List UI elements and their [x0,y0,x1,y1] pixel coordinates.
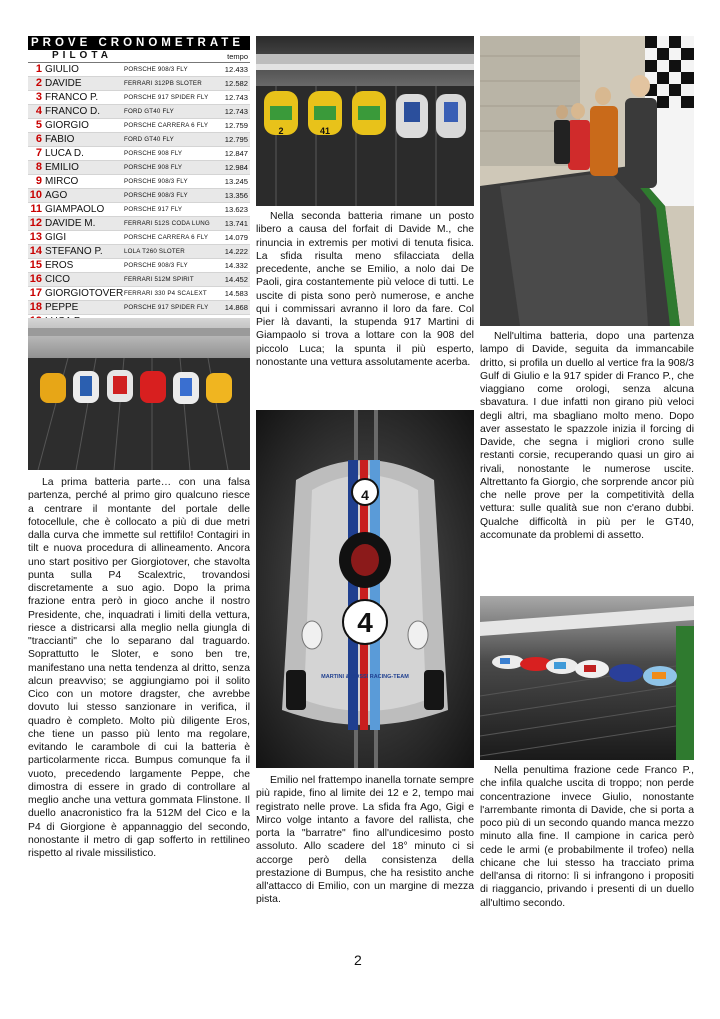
driver-cell: FABIO [45,134,75,145]
car-cell: PORSCHE 917 SPIDER FLY [124,304,209,311]
time-cell: 14.332 [224,261,248,270]
table-row [28,175,250,189]
driver-cell: AGO [45,190,68,201]
car-cell: PORSCHE 908/3 FLY [124,192,188,199]
position-cell: 3 [35,91,42,103]
position-cell: 13 [29,231,42,243]
car-number-label: 41 [319,126,331,136]
driver-cell: FRANCO D. [45,106,100,117]
photo-porsche-917-martini [256,410,474,768]
large-car-number: 4 [357,607,373,638]
results-table [28,36,250,343]
driver-cell: PEPPE [45,302,79,313]
position-cell: 8 [35,161,42,173]
time-cell: 14.583 [224,289,248,298]
time-cell: 13.245 [224,177,248,186]
car-cell: FORD GT40 FLY [124,136,174,143]
table-row [28,189,250,203]
column-driver-header: PILOTA [52,50,112,61]
article-text-right-bottom [480,764,694,910]
time-cell: 12.743 [224,107,248,116]
time-cell: 14.222 [224,247,248,256]
position-cell: 5 [35,119,42,131]
article-text-center-bottom [256,774,474,907]
photo-cars-lineup-left [28,318,250,470]
position-cell: 11 [30,203,42,215]
time-cell: 12.582 [224,79,248,88]
table-row [28,231,250,245]
car-cell: FORD GT40 FLY [124,108,174,115]
car-cell: PORSCHE 908/3 FLY [124,262,188,269]
position-cell: 16 [29,273,42,285]
time-cell: 13.623 [224,205,248,214]
large-car-sponsor: MARTINI & ROSSI RACING-TEAM [321,674,409,680]
position-cell: 12 [29,217,42,229]
position-cell: 4 [35,105,42,117]
driver-cell: LUCA D. [45,148,84,159]
driver-cell: STEFANO P. [45,246,103,257]
table-row [28,273,250,287]
results-rows [28,63,250,343]
driver-cell: EMILIO [45,162,79,173]
table-row [28,287,250,301]
paragraph: La prima batteria parte… con una falsa partenza, perché al primo giro qualcuno riesce a centrare il montante del portale delle fotocellule, che è collocato a più di due metri dalla curva che immette sul rettifilo! Contagiri in tilt e nuova procedura di allineamento. Ancora uno start positivo per Giorgiotover, che stavolta punta sulla P4 Scalextric, trovandosi discretamente a suo agio. Dopo la prima frazione entra però in gioco anche il nostro Presidente, che, inquadrati i limiti della vettura, riesce a districarsi alla meglio nella giungla di "traccianti" che lo separano dal traguardo. Soprattutto le Sloter, e sono ben tre, manifestano una netta tendenza al dritto, senza alcun preavviso; se aggiungiamo poi il solito Cico con un motore dragster, che avrebbe dovuto lui stesso sanzionare in verifica, il quadro è completo. Molto più diligente Eros, che tiene un passo più lento ma regolare, evitando le carambole di cui la batteria è particolarmente ricca. Bumpus comunque fa il vuoto, precedendo largamente Peppe, che dimostra di essere in grado di controllare al meglio anche una vettura gommata Flinstone. Il duello anacronistico fra la 512M del Cico e la P4 di Giorgione è appannaggio del secondo, nonostante il metro di gap sofferto in rettilineo rispetto al rivale missilistico. [28,477,250,859]
column-time-header: tempo [227,52,248,61]
driver-cell: FRANCO P. [45,92,99,103]
car-cell: PORSCHE CARRERA 6 FLY [124,234,209,241]
time-cell: 14.079 [224,233,248,242]
table-row [28,161,250,175]
results-title: PROVE CRONOMETRATE [28,36,250,50]
time-cell: 14.452 [224,275,248,284]
table-row [28,63,250,77]
car-cell: PORSCHE 908 FLY [124,150,183,157]
photo-cars-lineup-right [480,596,694,760]
car-cell: PORSCHE CARRERA 6 FLY [124,122,209,129]
time-cell: 12.795 [224,135,248,144]
driver-cell: GIAMPAOLO [45,204,105,215]
table-row [28,119,250,133]
car-cell: FERRARI 512M SPIRIT [124,276,194,283]
driver-cell: MIRCO [45,176,79,187]
car-cell: PORSCHE 908/3 FLY [124,178,188,185]
table-row [28,245,250,259]
table-row [28,217,250,231]
time-cell: 12.759 [224,121,248,130]
position-cell: 9 [35,175,42,187]
position-cell: 6 [35,133,42,145]
time-cell: 12.743 [224,93,248,102]
results-header-row [28,50,250,63]
driver-cell: GIORGIOTOVER [45,288,124,299]
car-cell: FERRARI 312PB SLOTER [124,80,202,87]
car-cell: PORSCHE 917 FLY [124,206,183,213]
page-number: 2 [354,952,362,968]
time-cell: 12.433 [224,65,248,74]
car-cell: PORSCHE 908/3 FLY [124,66,188,73]
time-cell: 12.984 [224,163,248,172]
car-number-label: 2 [278,126,284,136]
table-row [28,91,250,105]
paragraph: Emilio nel frattempo inanella tornate sempre più rapide, fino al limite dei 12 e 2, tempo mai registrato nelle prove. La sfida fra Ago, Gigi e Mirco volge intanto a favore del rallista, che porta la "barratre" fino all'undicesimo posto assoluto. Allo scadere del 18° minuto ci si accorge però della consistenza della prestazione di Bumpus, che ha resistito anche all'attacco di Emilio, con un margine di mezza pista. [256,775,474,906]
driver-cell: DAVIDE [45,78,82,89]
time-cell: 14.868 [224,303,248,312]
photo-cars-top-center [256,36,474,206]
position-cell: 1 [35,63,42,75]
driver-cell: DAVIDE M. [45,218,96,229]
paragraph: Nella seconda batteria rimane un posto libero a causa del forfait di Davide M., che rinuncia in extremis per motivi di tenuta fisica. La sfida risulta meno sfilacciata della precedente, anche se Emilio, a nolo dai De Paoli, gira costantemente più veloce di tutti. Le uscite di pista sono però numerose, e anche qui i commissari avranno il loro da fare. Col Pier là davanti, la stupenda 917 Martini di Giampaolo si trova a lottare con la 908 del piccolo Luca; la spunta il più esperto, nonostante una vettura assolutamente acerba. [256,211,474,368]
driver-cell: GIULIO [45,64,79,75]
photo-track-spectators [480,36,694,326]
table-row [28,105,250,119]
position-cell: 18 [29,301,42,313]
table-row [28,259,250,273]
table-row [28,133,250,147]
position-cell: 2 [35,77,42,89]
paragraph: Nell'ultima batteria, dopo una partenza lampo di Davide, seguita da immancabile dritto, si profila un duello al vertice fra la 908/3 Gulf di Giulio e la 917 spider di Franco P., che viaggiano come orologi, senza alcuna sbavatura. I due infatti non girano più veloci degli altri, ma sbagliano molto meno. Dopo aver assestato le spazzole inizia il forcing di Davide, che segna i migliori crono sulle restanti corsie, recuperando quasi un giro ai rivali, nonostante le numerose uscite. Altrettanto fa Giorgio, che sorprende ancor più che nelle prove per la competitività della vettura: sulle qualità sue non c'erano dubbi. Qualche difficoltà in più per le GT40, accomunate da problemi di assetto. [480,331,694,541]
table-row [28,203,250,217]
time-cell: 12.847 [224,149,248,158]
large-car-nose-number: 4 [361,487,369,503]
paragraph: Nella penultima frazione cede Franco P., che infila qualche uscita di troppo; non perde concentrazione invece Giulio, nonostante l'arrembante rimonta di Davide, che si porta a poco più di un secondo quando manca mezzo minuto alla fine. Il campione in carica però cede le armi (e probabilmente il trofeo) nella chicane che lui stesso ha tracciato prima dell'ansa di ritorno: lì si infrangono i propositi di riaggancio, privando i presenti di un duello all'ultimo secondo. [480,765,694,909]
car-cell: PORSCHE 917 SPIDER FLY [124,94,209,101]
table-row [28,147,250,161]
article-text-center-top [256,210,474,369]
position-cell: 17 [29,287,42,299]
position-cell: 15 [29,259,42,271]
position-cell: 10 [29,189,42,201]
article-text-left [28,476,250,860]
driver-cell: CICO [45,274,70,285]
driver-cell: GIORGIO [45,120,89,131]
driver-cell: EROS [45,260,74,271]
table-row [28,301,250,315]
table-row [28,77,250,91]
car-cell: LOLA T260 SLOTER [124,248,185,255]
time-cell: 13.356 [224,191,248,200]
driver-cell: GIGI [45,232,67,243]
position-cell: 14 [29,245,42,257]
time-cell: 13.741 [224,219,248,228]
article-text-right-top [480,330,694,542]
car-cell: FERRARI 330 P4 SCALEXT [124,290,207,297]
position-cell: 7 [35,147,42,159]
car-cell: PORSCHE 908 FLY [124,164,183,171]
car-cell: FERRARI 512S CODA LUNG [124,220,210,227]
